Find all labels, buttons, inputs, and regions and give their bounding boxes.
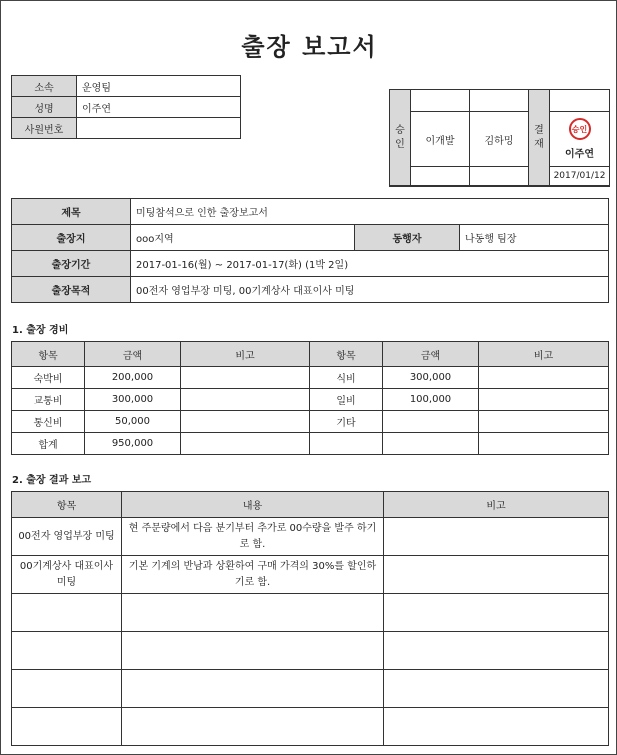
- period-label: 출장기간: [12, 251, 131, 277]
- info-label: 사원번호: [12, 118, 77, 139]
- purpose-label: 출장목적: [12, 277, 131, 303]
- table-row: [12, 433, 609, 455]
- page-title: 출장 보고서: [241, 33, 378, 61]
- table-row: [12, 556, 609, 594]
- result-note: [384, 556, 609, 594]
- purpose-value: 00전자 영업부장 미팅, 00기계상사 대표이사 미팅: [131, 277, 609, 303]
- info-value: [77, 118, 241, 139]
- expenses-header: 항목: [12, 342, 85, 367]
- expense-note: [479, 367, 609, 389]
- sign-label-cell: [529, 90, 550, 186]
- expense-amount: 100,000: [383, 389, 479, 411]
- expenses-header-row: [12, 342, 609, 367]
- results-header: 항목: [12, 492, 122, 518]
- info-label: 소속: [12, 76, 77, 97]
- expense-note: [181, 367, 310, 389]
- expense-item: 숙박비: [12, 367, 85, 389]
- result-note: [384, 708, 609, 746]
- table-row: [12, 708, 609, 746]
- signer-name: 이주연: [565, 149, 594, 160]
- expense-note: [479, 433, 609, 455]
- result-item: [12, 632, 122, 670]
- result-note: [384, 518, 609, 556]
- expense-note: [181, 433, 310, 455]
- expense-amount: [383, 433, 479, 455]
- expenses-header: 비고: [181, 342, 310, 367]
- info-value: 운영팀: [77, 76, 241, 97]
- result-item: 00기계상사 대표이사 미팅: [12, 556, 122, 594]
- table-row: [12, 518, 609, 556]
- expense-amount: 300,000: [383, 367, 479, 389]
- expenses-header: 금액: [383, 342, 479, 367]
- sign-label: 결 재: [534, 124, 544, 150]
- expense-item: 통신비: [12, 411, 85, 433]
- approval-stamp-icon: 승인: [569, 118, 591, 140]
- expense-note: [181, 411, 310, 433]
- result-content: 현 주문량에서 다음 분기부터 추가로 00수량을 발주 하기로 함.: [122, 518, 384, 556]
- result-content: [122, 708, 384, 746]
- location-label: 출장지: [12, 225, 131, 251]
- expense-item: 식비: [310, 367, 383, 389]
- companion-label: 동행자: [355, 225, 460, 251]
- result-content: [122, 670, 384, 708]
- expenses-table: [11, 341, 609, 455]
- sign-date-cell: [550, 167, 609, 186]
- companion-value: 나동행 팀장: [460, 225, 609, 251]
- approve-label: 승 인: [395, 124, 405, 150]
- subject-label: 제목: [12, 199, 131, 225]
- signer-cell: [550, 112, 609, 167]
- info-row: [12, 118, 241, 139]
- expense-amount: [383, 411, 479, 433]
- approver-title-cell: [411, 90, 470, 112]
- expense-note: [479, 411, 609, 433]
- table-row: [12, 594, 609, 632]
- employee-info-table: [11, 75, 241, 139]
- expenses-header: 금액: [85, 342, 181, 367]
- approver-date-cell: [411, 167, 470, 186]
- location-value: ooo지역: [131, 225, 355, 251]
- result-content: [122, 632, 384, 670]
- expense-amount: 50,000: [85, 411, 181, 433]
- signer-title-cell: [550, 90, 609, 112]
- approver-cell: [470, 112, 529, 167]
- approver-name: 김하밍: [484, 135, 514, 147]
- expense-total-amount: 950,000: [85, 433, 181, 455]
- approver-date-cell: [470, 167, 529, 186]
- expense-note: [181, 389, 310, 411]
- detail-row: [12, 277, 609, 303]
- table-row: [12, 389, 609, 411]
- expense-item: 일비: [310, 389, 383, 411]
- approver-name: 이개발: [425, 135, 455, 147]
- expense-amount: 300,000: [85, 389, 181, 411]
- sign-date: 2017/01/12: [553, 171, 606, 181]
- result-item: [12, 670, 122, 708]
- period-value: 2017-01-16(월) ~ 2017-01-17(화) (1박 2일): [131, 251, 609, 277]
- info-row: [12, 97, 241, 118]
- result-note: [384, 594, 609, 632]
- results-header: 비고: [384, 492, 609, 518]
- info-row: [12, 76, 241, 97]
- approval-box: [389, 89, 610, 187]
- detail-row: [12, 225, 609, 251]
- expense-item: 기타: [310, 411, 383, 433]
- result-item: [12, 708, 122, 746]
- expense-note: [479, 389, 609, 411]
- info-label: 성명: [12, 97, 77, 118]
- table-row: [12, 367, 609, 389]
- results-header: 내용: [122, 492, 384, 518]
- detail-row: [12, 199, 609, 225]
- result-content: 기본 기계의 반남과 상환하여 구매 가격의 30%를 할인하기로 함.: [122, 556, 384, 594]
- approver-title-cell: [470, 90, 529, 112]
- info-value: 이주연: [77, 97, 241, 118]
- result-content: [122, 594, 384, 632]
- result-note: [384, 632, 609, 670]
- expense-item: 교통비: [12, 389, 85, 411]
- expense-item: [310, 433, 383, 455]
- table-row: [12, 411, 609, 433]
- expenses-header: 비고: [479, 342, 609, 367]
- results-section-title: 2. 출장 결과 보고: [12, 475, 92, 486]
- approve-label-cell: [390, 90, 411, 186]
- expense-total-label: 합계: [12, 433, 85, 455]
- trip-details-table: [11, 198, 609, 303]
- approver-cell: [411, 112, 470, 167]
- results-header-row: [12, 492, 609, 518]
- result-note: [384, 670, 609, 708]
- subject-value: 미팅참석으로 인한 출장보고서: [131, 199, 609, 225]
- table-row: [12, 632, 609, 670]
- expense-amount: 200,000: [85, 367, 181, 389]
- results-table: [11, 491, 609, 746]
- result-item: [12, 594, 122, 632]
- expenses-header: 항목: [310, 342, 383, 367]
- table-row: [12, 670, 609, 708]
- expenses-section-title: 1. 출장 경비: [12, 325, 69, 336]
- detail-row: [12, 251, 609, 277]
- result-item: 00전자 영업부장 미팅: [12, 518, 122, 556]
